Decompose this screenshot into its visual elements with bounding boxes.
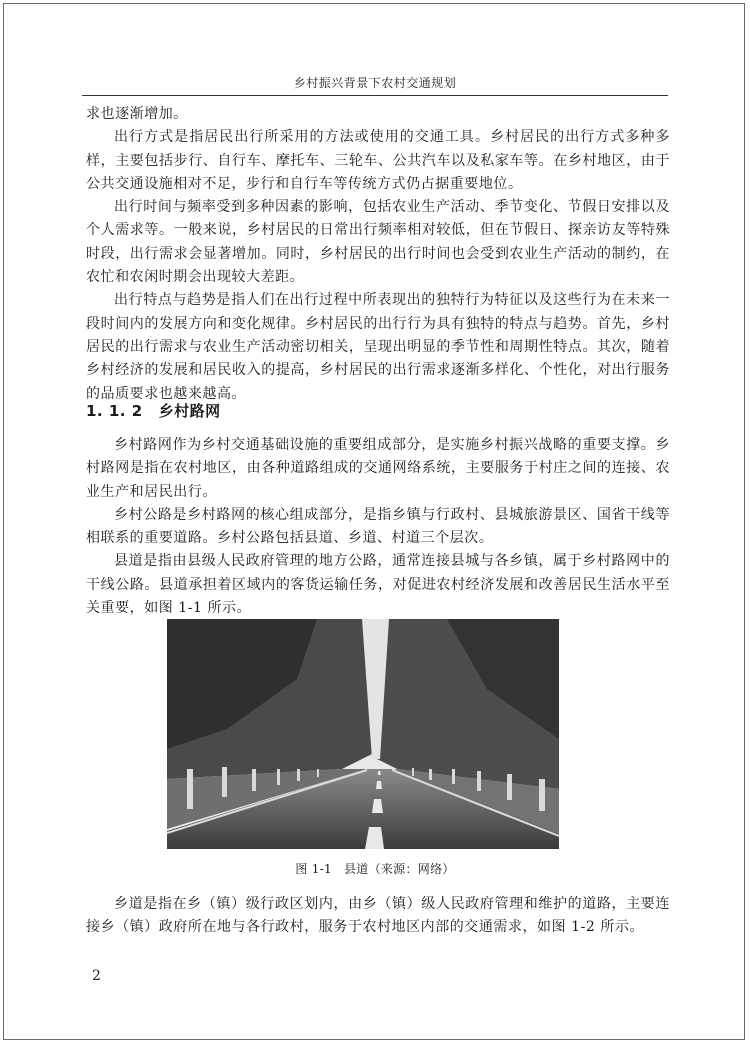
county-road-illustration (167, 619, 559, 849)
body-text-bottom (86, 893, 670, 940)
running-head: 乡村振兴背景下农村交通规划 (293, 76, 457, 90)
section-heading (86, 400, 670, 421)
road-photo (167, 619, 559, 849)
figure-caption (82, 860, 668, 877)
paragraph: 出行方式是指居民出行所采用的方法或使用的交通工具。乡村居民的出行方式多种多样，主要包括步行、自行车、摩托车、三轮车、公共汽车以及私家车等。在乡村地区，由于公共交通设施相对不足，步行和自行车等传统方式仍占据重要地位。 (86, 129, 670, 192)
figure-number: 图 1-1 (295, 862, 332, 876)
body-text-middle (86, 434, 670, 620)
paragraph: 出行特点与趋势是指人们在出行过程中所表现出的独特行为特征以及这些行为在未来一段时间内的发展方向和变化规律。乡村居民的出行行为具有独特的特点与趋势。首先，乡村居民的出行需求与农业生产活动密切相关，呈现出明显的季节性和周期性特点。其次，随着乡村经济的发展和居民收入的提高，乡村居民的出行需求逐渐多样化、个性化，对出行服务的品质要求也越来越高。 (86, 292, 670, 402)
header-rule (82, 95, 668, 96)
page-number: 2 (92, 968, 101, 984)
paragraph: 出行时间与频率受到多种因素的影响，包括农业生产活动、季节变化、节假日安排以及个人需求等。一般来说，乡村居民的日常出行频率相对较低，但在节假日、探亲访友等特殊时段，出行需求会显著增加。同时，乡村居民的出行时间也会受到农业生产活动的制约，在农忙和农闲时期会出现较大差距。 (86, 199, 670, 286)
figure-caption-text: 县道（来源：网络） (343, 862, 455, 876)
paragraph: 乡道是指在乡（镇）级行政区划内，由乡（镇）级人民政府管理和维护的道路，主要连接乡（镇）政府所在地与各行政村，服务于农村地区内部的交通需求，如图 1-2 所示。 (86, 896, 670, 936)
section-number: 1. 1. 2 (86, 402, 143, 420)
body-text-top (86, 103, 670, 406)
paragraph: 求也逐渐增加。 (86, 106, 188, 122)
paragraph: 乡村公路是乡村路网的核心组成部分，是指乡镇与行政村、县城旅游景区、国省干线等相联系的重要道路。乡村公路包括县道、乡道、村道三个层次。 (86, 506, 670, 547)
paragraph: 乡村路网作为乡村交通基础设施的重要组成部分，是实施乡村振兴战略的重要支撑。乡村路网是指在农村地区，由各种道路组成的交通网络系统，主要服务于村庄之间的连接、农业生产和居民出行。 (86, 437, 670, 500)
section-title: 乡村路网 (158, 402, 221, 420)
paragraph: 县道是指由县级人民政府管理的地方公路，通常连接县城与各乡镇，属于乡村路网中的干线公路。县道承担着区域内的客货运输任务，对促进农村经济发展和改善居民生活水平至关重要，如图 1-1 所示。 (86, 553, 670, 617)
